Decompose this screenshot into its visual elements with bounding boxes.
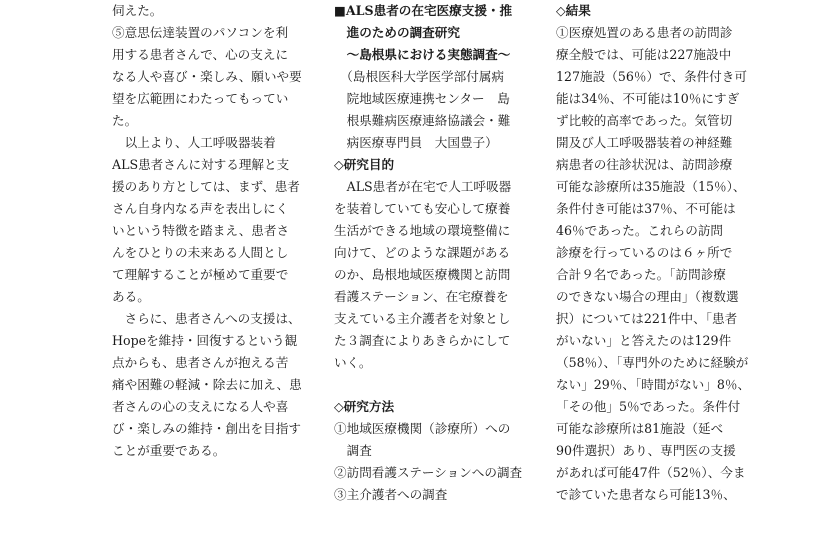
text-line: た３調査によりあきらかにして [334, 333, 511, 348]
text-line: 向けて、どのような課題がある [334, 245, 511, 260]
text-line: （島根医科大学医学部付属病 [334, 69, 505, 84]
section-heading-line: ◇研究目的 [334, 157, 395, 172]
text-column-2 [334, 0, 526, 506]
text-line: さん自身内なる声を表出しにく [112, 201, 289, 216]
text-line: 看護ステーション、在宅療養を [334, 289, 509, 304]
text-line: 支えている主介護者を対象とし [334, 311, 511, 326]
text-line: 生活ができる地域の環境整備に [334, 223, 511, 238]
text-line: ことが重要である。 [112, 443, 226, 458]
section-heading-line: 進のための調査研究 [334, 25, 460, 40]
text-column-1 [112, 0, 304, 462]
text-line: 合計９名であった。「訪問診療 [556, 267, 726, 282]
text-line: 可能な診療所は35施設（15％）、 [556, 179, 746, 194]
text-line: があれば可能47件（52％）、今ま [556, 465, 746, 480]
text-line: 127施設（56％）で、条件付き可 [556, 69, 747, 84]
section-heading-line: ■ALS患者の在宅医療支援・推 [334, 3, 513, 18]
text-line: 伺えた。 [112, 3, 163, 18]
text-line: て理解することが極めて重要で [112, 267, 289, 282]
text-line: 以上より、人工呼吸器装着 [112, 135, 276, 150]
text-line: 90件選択）あり、専門医の支援 [556, 443, 736, 458]
section-heading-line: ◇研究方法 [334, 399, 395, 414]
text-column-3 [556, 0, 752, 506]
text-line: Hopeを維持・回復するという観 [112, 333, 298, 348]
text-line: 根県難病医療連絡協議会・難 [334, 113, 511, 128]
text-line: のできない場合の理由」（複数選 [556, 289, 739, 304]
text-line: 46％であった。これらの訪問 [556, 223, 724, 238]
text-line: 望を広範囲にわたってもってい [112, 91, 289, 106]
text-line: いく。 [334, 355, 372, 370]
text-line: 可能な診療所は81施設（延べ [556, 421, 724, 436]
text-line: 援のあり方としては、まず、患者 [112, 179, 300, 194]
text-line: ①医療処置のある患者の訪問診 [556, 25, 733, 40]
text-line: を装着していても安心して療養 [334, 201, 511, 216]
text-line: さらに、患者さんへの支援は、 [112, 311, 301, 326]
text-line: ③主介護者への調査 [334, 487, 448, 502]
text-line: ない」29％、「時間がない」8％、 [556, 377, 751, 392]
text-line: ALS患者が在宅で人工呼吸器 [334, 179, 512, 194]
text-line: 療全般では、可能は227施設中 [556, 47, 732, 62]
text-line: 者さんの心の支えになる人や喜 [112, 399, 289, 414]
text-line: がいない」と答えたのは129件 [556, 333, 732, 348]
text-line: で診ていた患者なら可能13％、 [556, 487, 736, 502]
text-line: ALS患者さんに対する理解と支 [112, 157, 290, 172]
text-line: 点からも、患者さんが抱える苦 [112, 355, 289, 370]
blank-line [334, 374, 526, 396]
text-line: んをひとりの未来ある人間とし [112, 245, 289, 260]
text-line: ⑤意思伝達装置のパソコンを利 [112, 25, 289, 40]
text-line: 診療を行っているのは６ヶ所で [556, 245, 733, 260]
text-line: 能は34％、不可能は10％にすぎ [556, 91, 740, 106]
text-line: 痛や困難の軽減・除去に加え、患 [112, 377, 302, 392]
text-line: 開及び人工呼吸器装着の神経難 [556, 135, 733, 150]
text-line: ある。 [112, 289, 150, 304]
text-line: 条件付き可能は37％、不可能は [556, 201, 736, 216]
text-line: 病医療専門員 大国豊子） [334, 135, 498, 150]
section-heading-line: ～島根県における実態調査～ [334, 47, 511, 62]
text-line: た。 [112, 113, 138, 128]
text-line: ②訪問看護ステーションへの調査 [334, 465, 523, 480]
text-line: ず比較的高率であった。気管切 [556, 113, 733, 128]
text-line: なる人や喜び・楽しみ、願いや要 [112, 69, 302, 84]
text-line: のか、島根地域医療機関と訪問 [334, 267, 511, 282]
text-line: いという特徴を踏まえ、患者さ [112, 223, 290, 238]
text-line: 調査 [334, 443, 372, 458]
text-line: 院地域医療連携センター 島 [334, 91, 510, 106]
text-line: ①地域医療機関（診療所）への [334, 421, 511, 436]
text-line: 用する患者さんで、心の支えに [112, 47, 289, 62]
section-heading-line: ◇結果 [556, 3, 591, 18]
text-line: 病患者の往診状況は、訪問診療 [556, 157, 733, 172]
text-line: 択）については221件中、「患者 [556, 311, 738, 326]
text-line: び・楽しみの維持・創出を目指す [112, 421, 301, 436]
text-line: 「その他」5％であった。条件付 [556, 399, 741, 414]
text-line: （58％）、「専門外のために経験が [556, 355, 749, 370]
